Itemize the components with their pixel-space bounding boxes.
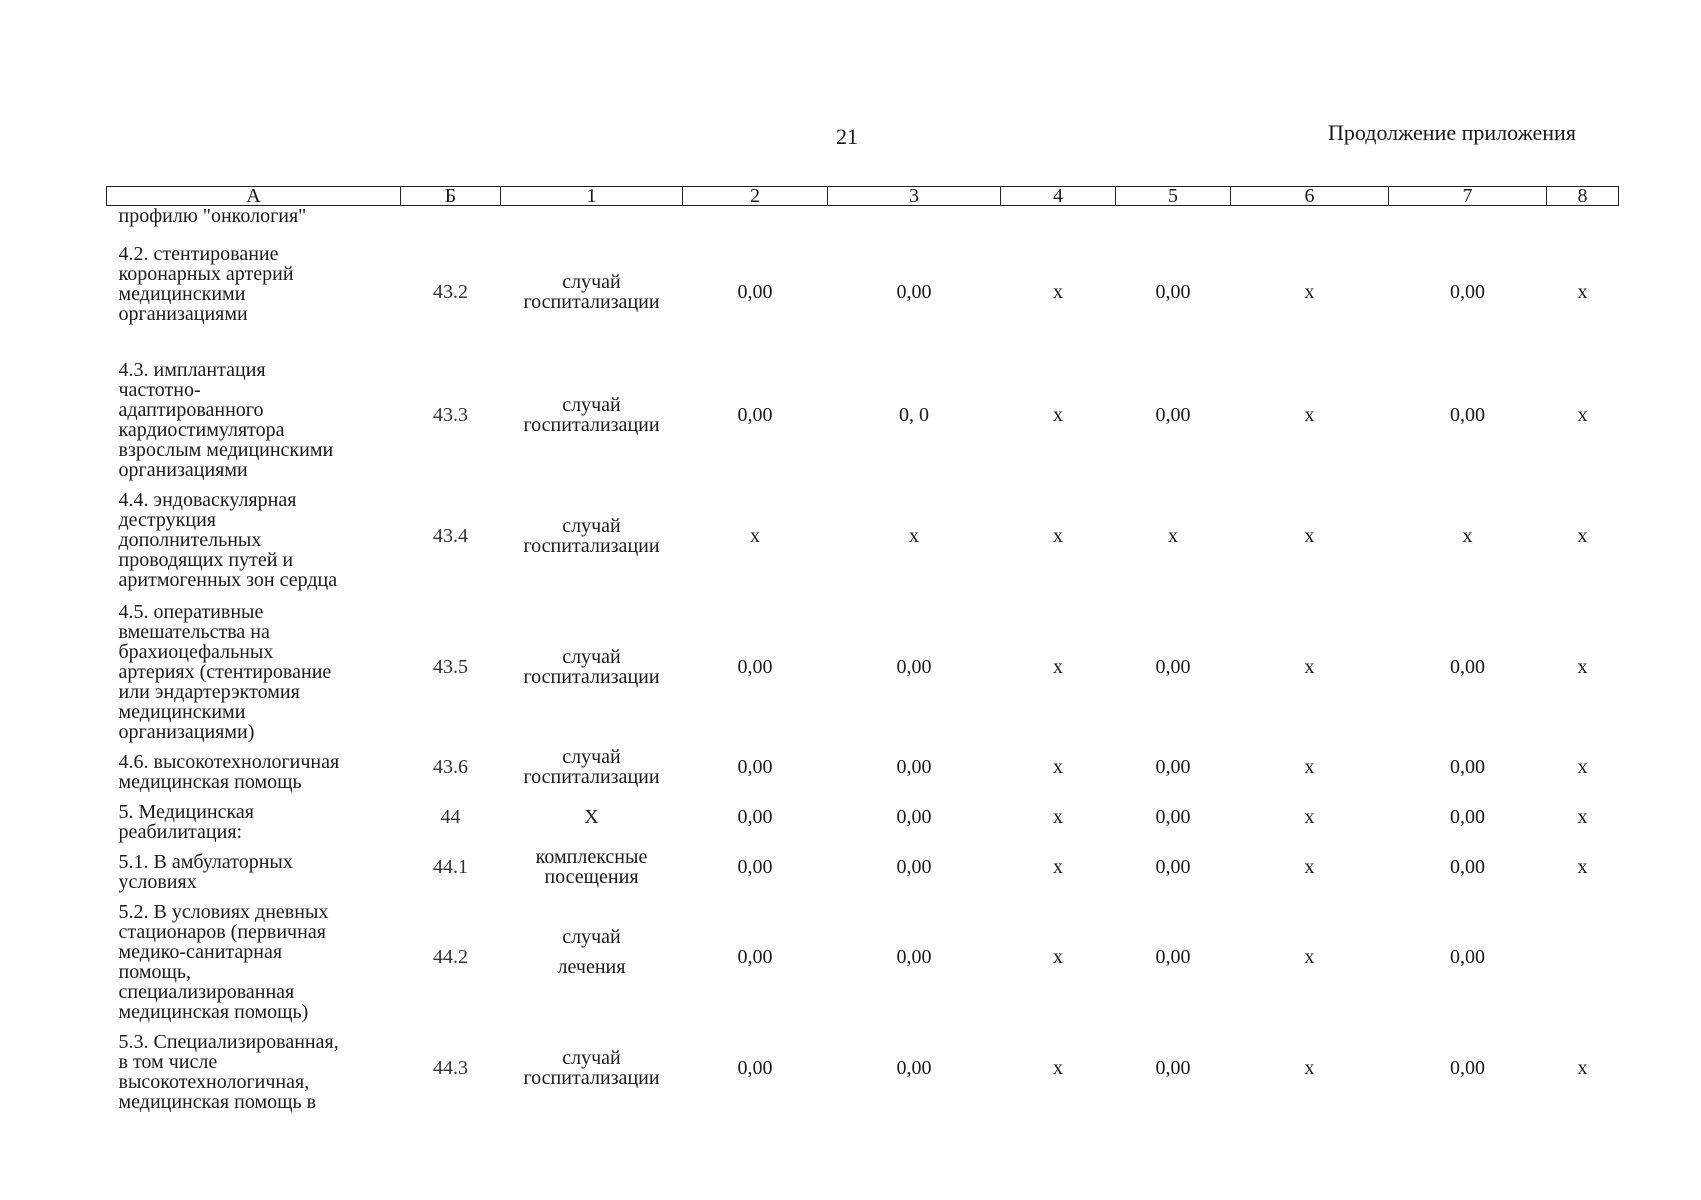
table-row bbox=[107, 592, 1619, 742]
description-line: кардиостимулятора bbox=[118, 419, 285, 441]
cell-c4: х bbox=[1053, 756, 1063, 778]
row-code: 43.2 bbox=[433, 281, 468, 303]
unit-line: случай bbox=[562, 1047, 621, 1069]
cell-c5: 0,00 bbox=[1155, 656, 1191, 678]
description-line: брахиоцефальных bbox=[118, 641, 274, 663]
cell-c6: х bbox=[1304, 946, 1315, 968]
description-line: проводящих путей и bbox=[118, 549, 294, 571]
row-unit bbox=[501, 792, 683, 842]
row-description bbox=[107, 480, 401, 592]
unit-line: случай bbox=[562, 746, 621, 768]
unit-line: Х bbox=[584, 806, 599, 828]
header-row bbox=[107, 187, 1619, 206]
column-header-4: 3 bbox=[828, 187, 1001, 206]
row-code: 44.2 bbox=[433, 946, 468, 968]
row-unit bbox=[501, 742, 683, 792]
description-line: реабилитация: bbox=[118, 821, 243, 843]
cell-c8: х bbox=[1577, 525, 1588, 547]
cell-c2: 0,00 bbox=[737, 756, 773, 778]
unit-line: госпитализации bbox=[523, 414, 660, 436]
cell-c8: х bbox=[1577, 756, 1588, 778]
description-line: условиях bbox=[118, 871, 197, 893]
description-line: медицинская помощь bbox=[118, 771, 302, 793]
cell-c7: 0,00 bbox=[1450, 1057, 1485, 1079]
table-body bbox=[107, 206, 1619, 1115]
row-description bbox=[107, 892, 401, 1022]
description-line: аритмогенных зон сердца bbox=[118, 569, 338, 591]
cell-c8: х bbox=[1577, 1057, 1588, 1079]
description-line: деструкция bbox=[118, 509, 216, 531]
cell-c2: 0,00 bbox=[737, 1057, 773, 1079]
row-description bbox=[107, 842, 401, 892]
description-line: взрослым медицинскими bbox=[118, 439, 334, 461]
cell-c2: х bbox=[750, 525, 760, 547]
cell-c2: 0,00 bbox=[737, 656, 773, 678]
appendix-table bbox=[106, 186, 1619, 1114]
table-row bbox=[107, 1022, 1619, 1114]
table-row bbox=[107, 234, 1619, 350]
column-header-2: 1 bbox=[501, 187, 683, 206]
cell-c7: 0,00 bbox=[1450, 806, 1485, 828]
cell-c8: х bbox=[1577, 806, 1588, 828]
cell-c3: 0,00 bbox=[896, 806, 932, 828]
cell-c5: 0,00 bbox=[1155, 404, 1191, 426]
cell-c5: 0,00 bbox=[1155, 1057, 1191, 1079]
cell-c7: 0,00 bbox=[1450, 756, 1485, 778]
unit-line: случай bbox=[562, 271, 621, 293]
description-line: специализированная bbox=[118, 981, 295, 1003]
description-line: 5.3. Специализированная, bbox=[118, 1031, 339, 1053]
description-line: адаптированного bbox=[118, 399, 264, 421]
description-line: медицинскими bbox=[118, 283, 246, 305]
cell-c4: х bbox=[1053, 281, 1063, 303]
cell-c8 bbox=[1547, 892, 1619, 1022]
cell-c7: х bbox=[1462, 525, 1473, 547]
unit-line: лечения bbox=[557, 956, 626, 978]
description-line: 5.1. В амбулаторных bbox=[118, 851, 293, 873]
row-description bbox=[107, 1022, 401, 1114]
table-row bbox=[107, 350, 1619, 480]
cell-c5: 0,00 bbox=[1155, 946, 1191, 968]
table-row bbox=[107, 892, 1619, 1022]
description-line: медицинскими bbox=[118, 701, 246, 723]
cell-c3: 0,00 bbox=[896, 1057, 932, 1079]
unit-line: госпитализации bbox=[523, 1067, 660, 1089]
description-line: высокотехнологичная, bbox=[118, 1071, 310, 1093]
unit-line: случай bbox=[562, 394, 621, 416]
cell-c3: 0,00 bbox=[896, 946, 932, 968]
cell-c6: х bbox=[1304, 656, 1315, 678]
row-description bbox=[107, 792, 401, 842]
row-code: 43.6 bbox=[433, 756, 468, 778]
cell-c5: 0,00 bbox=[1155, 806, 1191, 828]
description-line: 4.5. оперативные bbox=[118, 601, 264, 623]
description-line: 4.6. высокотехнологичная bbox=[118, 751, 340, 773]
cell-c5: 0,00 bbox=[1155, 281, 1191, 303]
cell-c6: х bbox=[1304, 806, 1315, 828]
row-unit bbox=[501, 480, 683, 592]
cell-c2: 0,00 bbox=[737, 806, 773, 828]
row-code: 44 bbox=[440, 806, 461, 828]
row-unit bbox=[501, 892, 683, 1022]
column-header-5: 4 bbox=[1001, 187, 1116, 206]
cell-c5: 0,00 bbox=[1155, 856, 1191, 878]
cell-c7: 0,00 bbox=[1450, 946, 1485, 968]
unit-line: случай bbox=[562, 515, 621, 537]
description-line: медицинская помощь в bbox=[118, 1091, 317, 1113]
description-line: 4.2. стентирование bbox=[118, 243, 279, 265]
carryover-row bbox=[107, 206, 1619, 235]
row-unit bbox=[501, 234, 683, 350]
cell-c5: 0,00 bbox=[1155, 756, 1191, 778]
cell-c7: 0,00 bbox=[1450, 656, 1485, 678]
description-line: стационаров (первичная bbox=[118, 921, 326, 943]
column-header-1: Б bbox=[401, 187, 501, 206]
cell-c2: 0,00 bbox=[737, 946, 773, 968]
cell-c6: х bbox=[1304, 1057, 1315, 1079]
cell-c3: 0,00 bbox=[896, 656, 932, 678]
unit-line: посещения bbox=[544, 866, 639, 888]
column-header-8: 7 bbox=[1389, 187, 1547, 206]
description-line: медицинская помощь) bbox=[118, 1001, 309, 1023]
description-line: организациями bbox=[118, 303, 248, 325]
continuation-label: Продолжение приложения bbox=[1328, 120, 1576, 145]
unit-line: случай bbox=[562, 926, 621, 948]
description-line: организациями) bbox=[118, 721, 255, 743]
unit-line: госпитализации bbox=[523, 291, 660, 313]
cell-c2: 0,00 bbox=[737, 856, 773, 878]
description-line: артериях (стентирование bbox=[118, 661, 332, 683]
description-line: частотно- bbox=[118, 379, 201, 401]
cell-c3: 0,00 bbox=[896, 756, 932, 778]
cell-c7: 0,00 bbox=[1450, 281, 1485, 303]
row-description bbox=[107, 350, 401, 480]
cell-c4: х bbox=[1053, 946, 1063, 968]
column-header-9: 8 bbox=[1547, 187, 1619, 206]
row-description bbox=[107, 742, 401, 792]
description-line: дополнительных bbox=[118, 529, 262, 551]
unit-line: госпитализации bbox=[523, 535, 660, 557]
row-unit bbox=[501, 1022, 683, 1114]
table-row bbox=[107, 792, 1619, 842]
description-line: помощь, bbox=[118, 961, 191, 983]
cell-c8: х bbox=[1577, 404, 1588, 426]
description-line: вмешательства на bbox=[118, 621, 270, 643]
cell-c4: х bbox=[1053, 404, 1063, 426]
row-code: 43.4 bbox=[433, 525, 468, 547]
cell-c4: х bbox=[1053, 806, 1063, 828]
row-code: 44.1 bbox=[433, 856, 468, 878]
cell-c3: 0, 0 bbox=[899, 404, 929, 426]
column-header-6: 5 bbox=[1116, 187, 1231, 206]
description-line: коронарных артерий bbox=[118, 263, 294, 285]
cell-c6: х bbox=[1304, 281, 1315, 303]
description-line: организациями bbox=[118, 459, 248, 481]
cell-c4: х bbox=[1053, 525, 1063, 547]
unit-line: случай bbox=[562, 646, 621, 668]
column-header-0: А bbox=[107, 187, 401, 206]
row-unit bbox=[501, 842, 683, 892]
table-row bbox=[107, 480, 1619, 592]
cell-c8: х bbox=[1577, 281, 1588, 303]
unit-line: комплексные bbox=[535, 846, 648, 868]
cell-c2: 0,00 bbox=[737, 281, 773, 303]
description-line: 5.2. В условиях дневных bbox=[118, 901, 329, 923]
row-description bbox=[107, 234, 401, 350]
cell-c7: 0,00 bbox=[1450, 856, 1485, 878]
cell-c6: х bbox=[1304, 756, 1315, 778]
description-line: 5. Медицинская bbox=[118, 801, 254, 823]
cell-c8: х bbox=[1577, 856, 1588, 878]
description-line: или эндартерэктомия bbox=[118, 681, 300, 703]
description-line: в том числе bbox=[118, 1051, 218, 1073]
cell-c4: х bbox=[1053, 656, 1063, 678]
description-line: 4.3. имплантация bbox=[118, 359, 266, 381]
unit-line: госпитализации bbox=[523, 666, 660, 688]
table-row bbox=[107, 742, 1619, 792]
row-code: 43.3 bbox=[433, 404, 468, 426]
cell-c3: х bbox=[909, 525, 919, 547]
cell-c3: 0,00 bbox=[896, 281, 932, 303]
table-row bbox=[107, 842, 1619, 892]
cell-c4: х bbox=[1053, 856, 1063, 878]
cell-c6: х bbox=[1304, 525, 1315, 547]
row-unit bbox=[501, 592, 683, 742]
page-number: 21 bbox=[836, 124, 858, 149]
carryover-text: профилю "онкология" bbox=[118, 205, 307, 227]
unit-line: госпитализации bbox=[523, 766, 660, 788]
description-line: 4.4. эндоваскулярная bbox=[118, 489, 297, 511]
cell-c6: х bbox=[1304, 404, 1315, 426]
column-header-3: 2 bbox=[683, 187, 828, 206]
cell-c4: х bbox=[1053, 1057, 1063, 1079]
cell-c3: 0,00 bbox=[896, 856, 932, 878]
row-description bbox=[107, 592, 401, 742]
cell-c2: 0,00 bbox=[737, 404, 773, 426]
cell-c8: х bbox=[1577, 656, 1588, 678]
column-header-7: 6 bbox=[1231, 187, 1389, 206]
cell-c6: х bbox=[1304, 856, 1315, 878]
row-code: 44.3 bbox=[433, 1057, 468, 1079]
description-line: медико-санитарная bbox=[118, 941, 283, 963]
row-code: 43.5 bbox=[433, 656, 468, 678]
row-unit bbox=[501, 350, 683, 480]
cell-c7: 0,00 bbox=[1450, 404, 1485, 426]
cell-c5: х bbox=[1168, 525, 1178, 547]
